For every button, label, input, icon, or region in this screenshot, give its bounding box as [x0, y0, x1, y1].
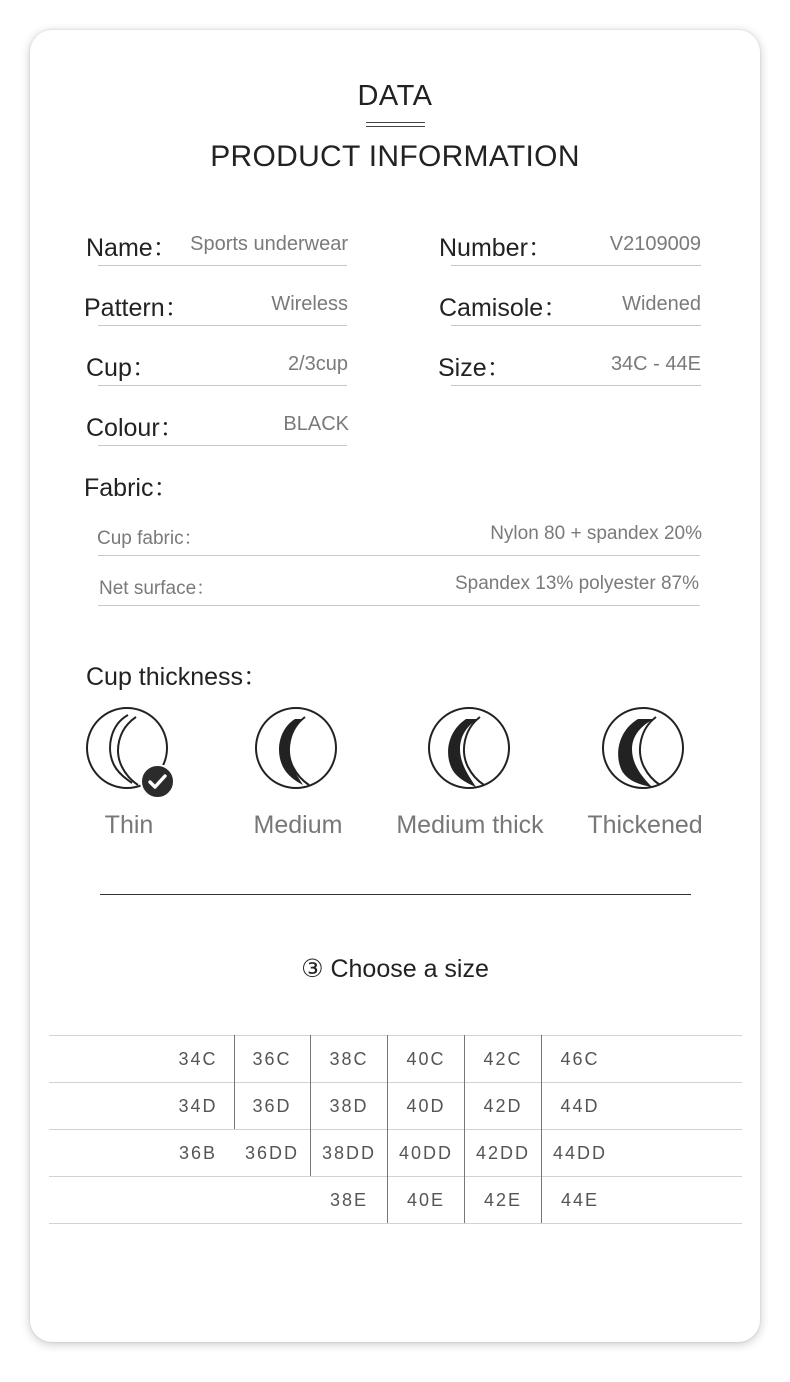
thickened-label: Thickened	[587, 811, 703, 839]
title-divider	[366, 126, 425, 127]
table-rule	[49, 1129, 742, 1130]
camisole-label: Camisole：	[439, 294, 569, 322]
size-cell[interactable]: 40DD	[398, 1143, 454, 1163]
size-cell[interactable]: 42D	[483, 1096, 523, 1116]
size-cell[interactable]: 40E	[406, 1190, 446, 1210]
size-cell[interactable]: 44D	[560, 1096, 600, 1116]
cup-thickness-title: Cup thickness：	[86, 663, 269, 691]
size-cell[interactable]: 44E	[560, 1190, 600, 1210]
field-underline	[451, 325, 701, 326]
section-title: DATA	[357, 80, 433, 112]
table-rule	[49, 1176, 742, 1177]
size-cell[interactable]: 38DD	[321, 1143, 377, 1163]
medium-thick-label: Medium thick	[396, 811, 544, 839]
colour-label: Colour：	[86, 414, 185, 442]
size-cell[interactable]: 42DD	[475, 1143, 531, 1163]
field-underline	[98, 385, 347, 386]
cup-fabric-label: Cup fabric：	[97, 528, 203, 549]
net-surface-label: Net surface：	[99, 578, 216, 599]
table-rule	[49, 1082, 742, 1083]
thickened-cup-icon[interactable]	[602, 707, 684, 789]
camisole-value: Widened	[622, 293, 701, 315]
size-cell[interactable]: 38C	[329, 1049, 369, 1069]
cup-fabric-value: Nylon 80 + spandex 20%	[490, 523, 702, 544]
table-column-rule	[541, 1035, 542, 1223]
field-underline	[98, 265, 347, 266]
size-cell[interactable]: 44DD	[552, 1143, 608, 1163]
net-surface-value: Spandex 13% polyester 87%	[455, 573, 699, 594]
size-cell[interactable]: 40C	[406, 1049, 446, 1069]
cup-label: Cup：	[86, 354, 157, 382]
section-divider	[100, 894, 691, 895]
table-column-rule	[387, 1035, 388, 1223]
size-section-title: ③ Choose a size	[301, 955, 489, 983]
size-cell[interactable]: 36DD	[244, 1143, 300, 1163]
size-cell[interactable]: 38E	[329, 1190, 369, 1210]
fabric-label: Fabric：	[84, 474, 179, 502]
number-label: Number：	[439, 234, 553, 262]
thin-label: Thin	[104, 811, 154, 839]
size-cell[interactable]: 36C	[252, 1049, 292, 1069]
field-underline	[98, 445, 347, 446]
size-value: 34C - 44E	[610, 353, 701, 375]
size-cell[interactable]: 38D	[329, 1096, 369, 1116]
selected-check-icon	[140, 764, 175, 799]
table-rule	[49, 1035, 742, 1036]
page-title: PRODUCT INFORMATION	[210, 140, 580, 173]
size-cell[interactable]: 34D	[178, 1096, 218, 1116]
medium-cup-icon[interactable]	[255, 707, 337, 789]
table-column-rule	[310, 1035, 311, 1176]
number-value: V2109009	[609, 233, 701, 255]
fabric-underline	[98, 605, 700, 606]
table-column-rule	[464, 1035, 465, 1223]
size-label: Size：	[438, 354, 512, 382]
fabric-underline	[98, 555, 700, 556]
field-underline	[451, 385, 701, 386]
size-cell[interactable]: 42C	[483, 1049, 523, 1069]
medium-thick-cup-icon[interactable]	[428, 707, 510, 789]
field-underline	[451, 265, 701, 266]
title-divider	[366, 122, 425, 123]
pattern-value: Wireless	[271, 293, 348, 315]
medium-label: Medium	[253, 811, 343, 839]
field-underline	[98, 325, 347, 326]
size-cell[interactable]: 46C	[560, 1049, 600, 1069]
table-rule	[49, 1223, 742, 1224]
size-cell[interactable]: 36D	[252, 1096, 292, 1116]
pattern-label: Pattern：	[84, 294, 190, 322]
colour-value: BLACK	[283, 413, 349, 435]
cup-value: 2/3cup	[287, 353, 348, 375]
size-cell[interactable]: 42E	[483, 1190, 523, 1210]
table-column-rule	[234, 1035, 235, 1129]
size-table	[49, 1035, 742, 1223]
size-cell[interactable]: 36B	[178, 1143, 218, 1163]
name-label: Name：	[86, 234, 178, 262]
name-value: Sports underwear	[190, 233, 348, 255]
size-cell[interactable]: 34C	[178, 1049, 218, 1069]
size-cell[interactable]: 40D	[406, 1096, 446, 1116]
